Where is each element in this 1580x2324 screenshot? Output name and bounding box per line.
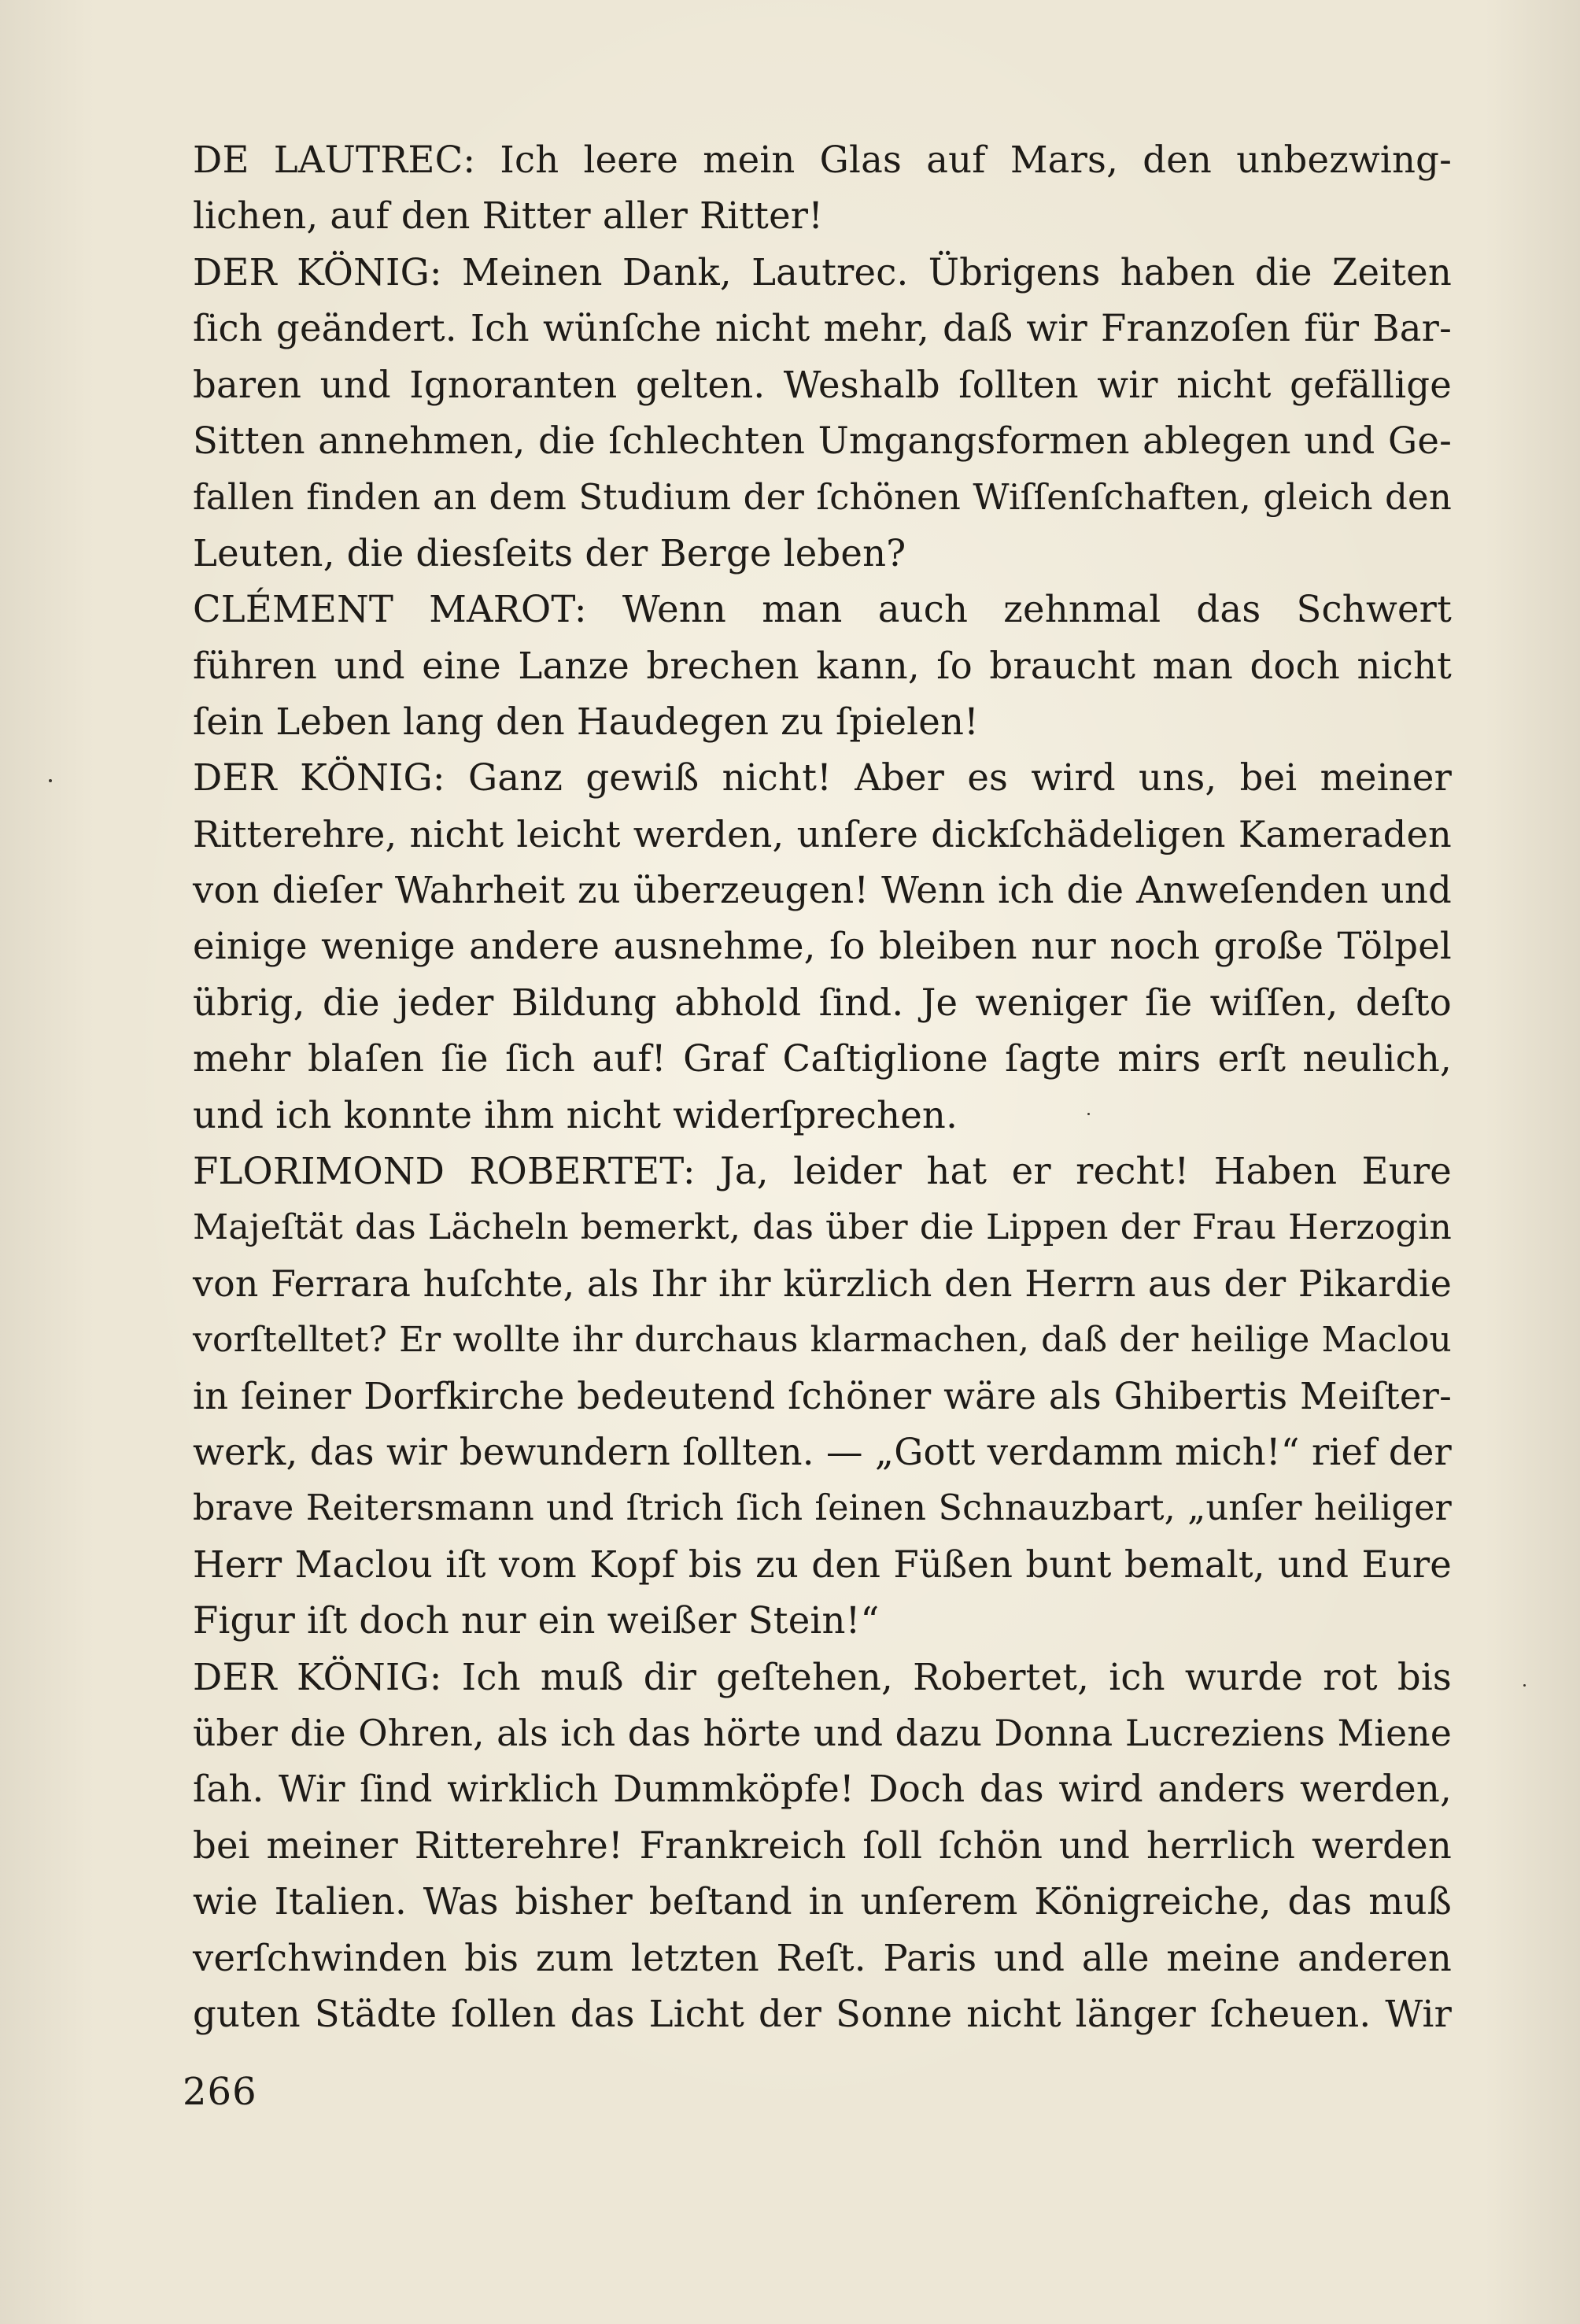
- text-line: fallen finden an dem Studium der ſchönen Wiſſenſchaften, gleich den: [193, 476, 1452, 519]
- text-line: übrig, die jeder Bildung abhold ſind. Je weniger ſie wiſſen, deſto: [193, 981, 1452, 1024]
- text-line: ſein Leben lang den Haudegen zu ſpielen!: [193, 700, 979, 743]
- text-line: Figur iſt doch nur ein weißer Stein!“: [193, 1599, 880, 1642]
- text-line: DER KÖNIG: Meinen Dank, Lautrec. Übrigens haben die Zeiten: [193, 250, 1452, 294]
- text-line: mehr blaſen ſie ſich auf! Graf Caſtiglione ſagte mirs erſt neulich,: [193, 1037, 1452, 1081]
- text-line: und ich konnte ihm nicht widerſprechen.: [193, 1093, 958, 1136]
- body-text: [193, 132, 1452, 2042]
- text-line: wie Italien. Was bisher beſtand in unſerem Königreiche, das muß: [193, 1880, 1452, 1923]
- text-line: Ritterehre, nicht leicht werden, unſere dickſchädeligen Kameraden: [193, 812, 1452, 855]
- text-line: werk, das wir bewundern ſollten. — „Gott verdamm mich!“ rief der: [193, 1430, 1452, 1473]
- text-line: baren und Ignoranten gelten. Weshalb ſollten wir nicht gefällige: [193, 363, 1452, 406]
- text-line: von dieſer Wahrheit zu überzeugen! Wenn ich die Anweſenden und: [193, 869, 1452, 912]
- text-line: von Ferrara huſchte, als Ihr ihr kürzlich den Herrn aus der Pikardie: [193, 1262, 1452, 1305]
- text-line: vorſtelltet? Er wollte ihr durchaus klarmachen, daß der heilige Maclou: [193, 1320, 1452, 1361]
- text-line: Majeſtät das Lächeln bemerkt, das über die Lippen der Frau Herzogin: [193, 1207, 1452, 1248]
- text-line: DE LAUTREC: Ich leere mein Glas auf Mars, den unbezwing-: [193, 139, 1452, 181]
- text-line: guten Städte ſollen das Licht der Sonne nicht länger ſcheuen. Wir: [193, 1992, 1452, 2035]
- text-line: führen und eine Lanze brechen kann, ſo braucht man doch nicht: [193, 644, 1452, 687]
- text-line: Leuten, die diesſeits der Berge leben?: [193, 531, 906, 575]
- text-line: verſchwinden bis zum letzten Reſt. Paris und alle meine anderen: [193, 1936, 1452, 1979]
- text-line: FLORIMOND ROBERTET: Ja, leider hat er recht! Haben Eure: [193, 1150, 1452, 1193]
- text-line: ſah. Wir ſind wirklich Dummköpfe! Doch das wird anders werden,: [193, 1768, 1452, 1811]
- paper-speck: [1087, 1113, 1090, 1115]
- text-line: einige wenige andere ausnehme, ſo bleiben nur noch große Tölpel: [193, 925, 1452, 968]
- paper-speck: [49, 779, 52, 782]
- page-number: 266: [183, 2070, 257, 2114]
- text-line: lichen, auf den Ritter aller Ritter!: [193, 194, 824, 238]
- text-line: Herr Maclou iſt vom Kopf bis zu den Füßen bunt bemalt, und Eure: [193, 1543, 1452, 1586]
- text-line: CLÉMENT MAROT: Wenn man auch zehnmal das Schwert: [193, 588, 1452, 631]
- text-line: in ſeiner Dorfkirche bedeutend ſchöner wäre als Ghibertis Meiſter-: [193, 1374, 1452, 1417]
- text-line: bei meiner Ritterehre! Frankreich ſoll ſchön und herrlich werden: [193, 1823, 1452, 1867]
- text-line: über die Ohren, als ich das hörte und dazu Donna Lucreziens Miene: [193, 1712, 1452, 1754]
- text-line: ſich geändert. Ich wünſche nicht mehr, daß wir Franzoſen für Bar-: [193, 307, 1452, 350]
- text-line: DER KÖNIG: Ich muß dir geſtehen, Robertet, ich wurde rot bis: [193, 1655, 1452, 1698]
- text-line: brave Reitersmann und ſtrich ſich ſeinen Schnauzbart, „unſer heiliger: [193, 1488, 1452, 1529]
- paper-speck: [1523, 1684, 1526, 1687]
- text-line: Sitten annehmen, die ſchlechten Umgangsformen ablegen und Ge-: [193, 419, 1452, 462]
- text-line: DER KÖNIG: Ganz gewiß nicht! Aber es wird uns, bei meiner: [193, 756, 1452, 800]
